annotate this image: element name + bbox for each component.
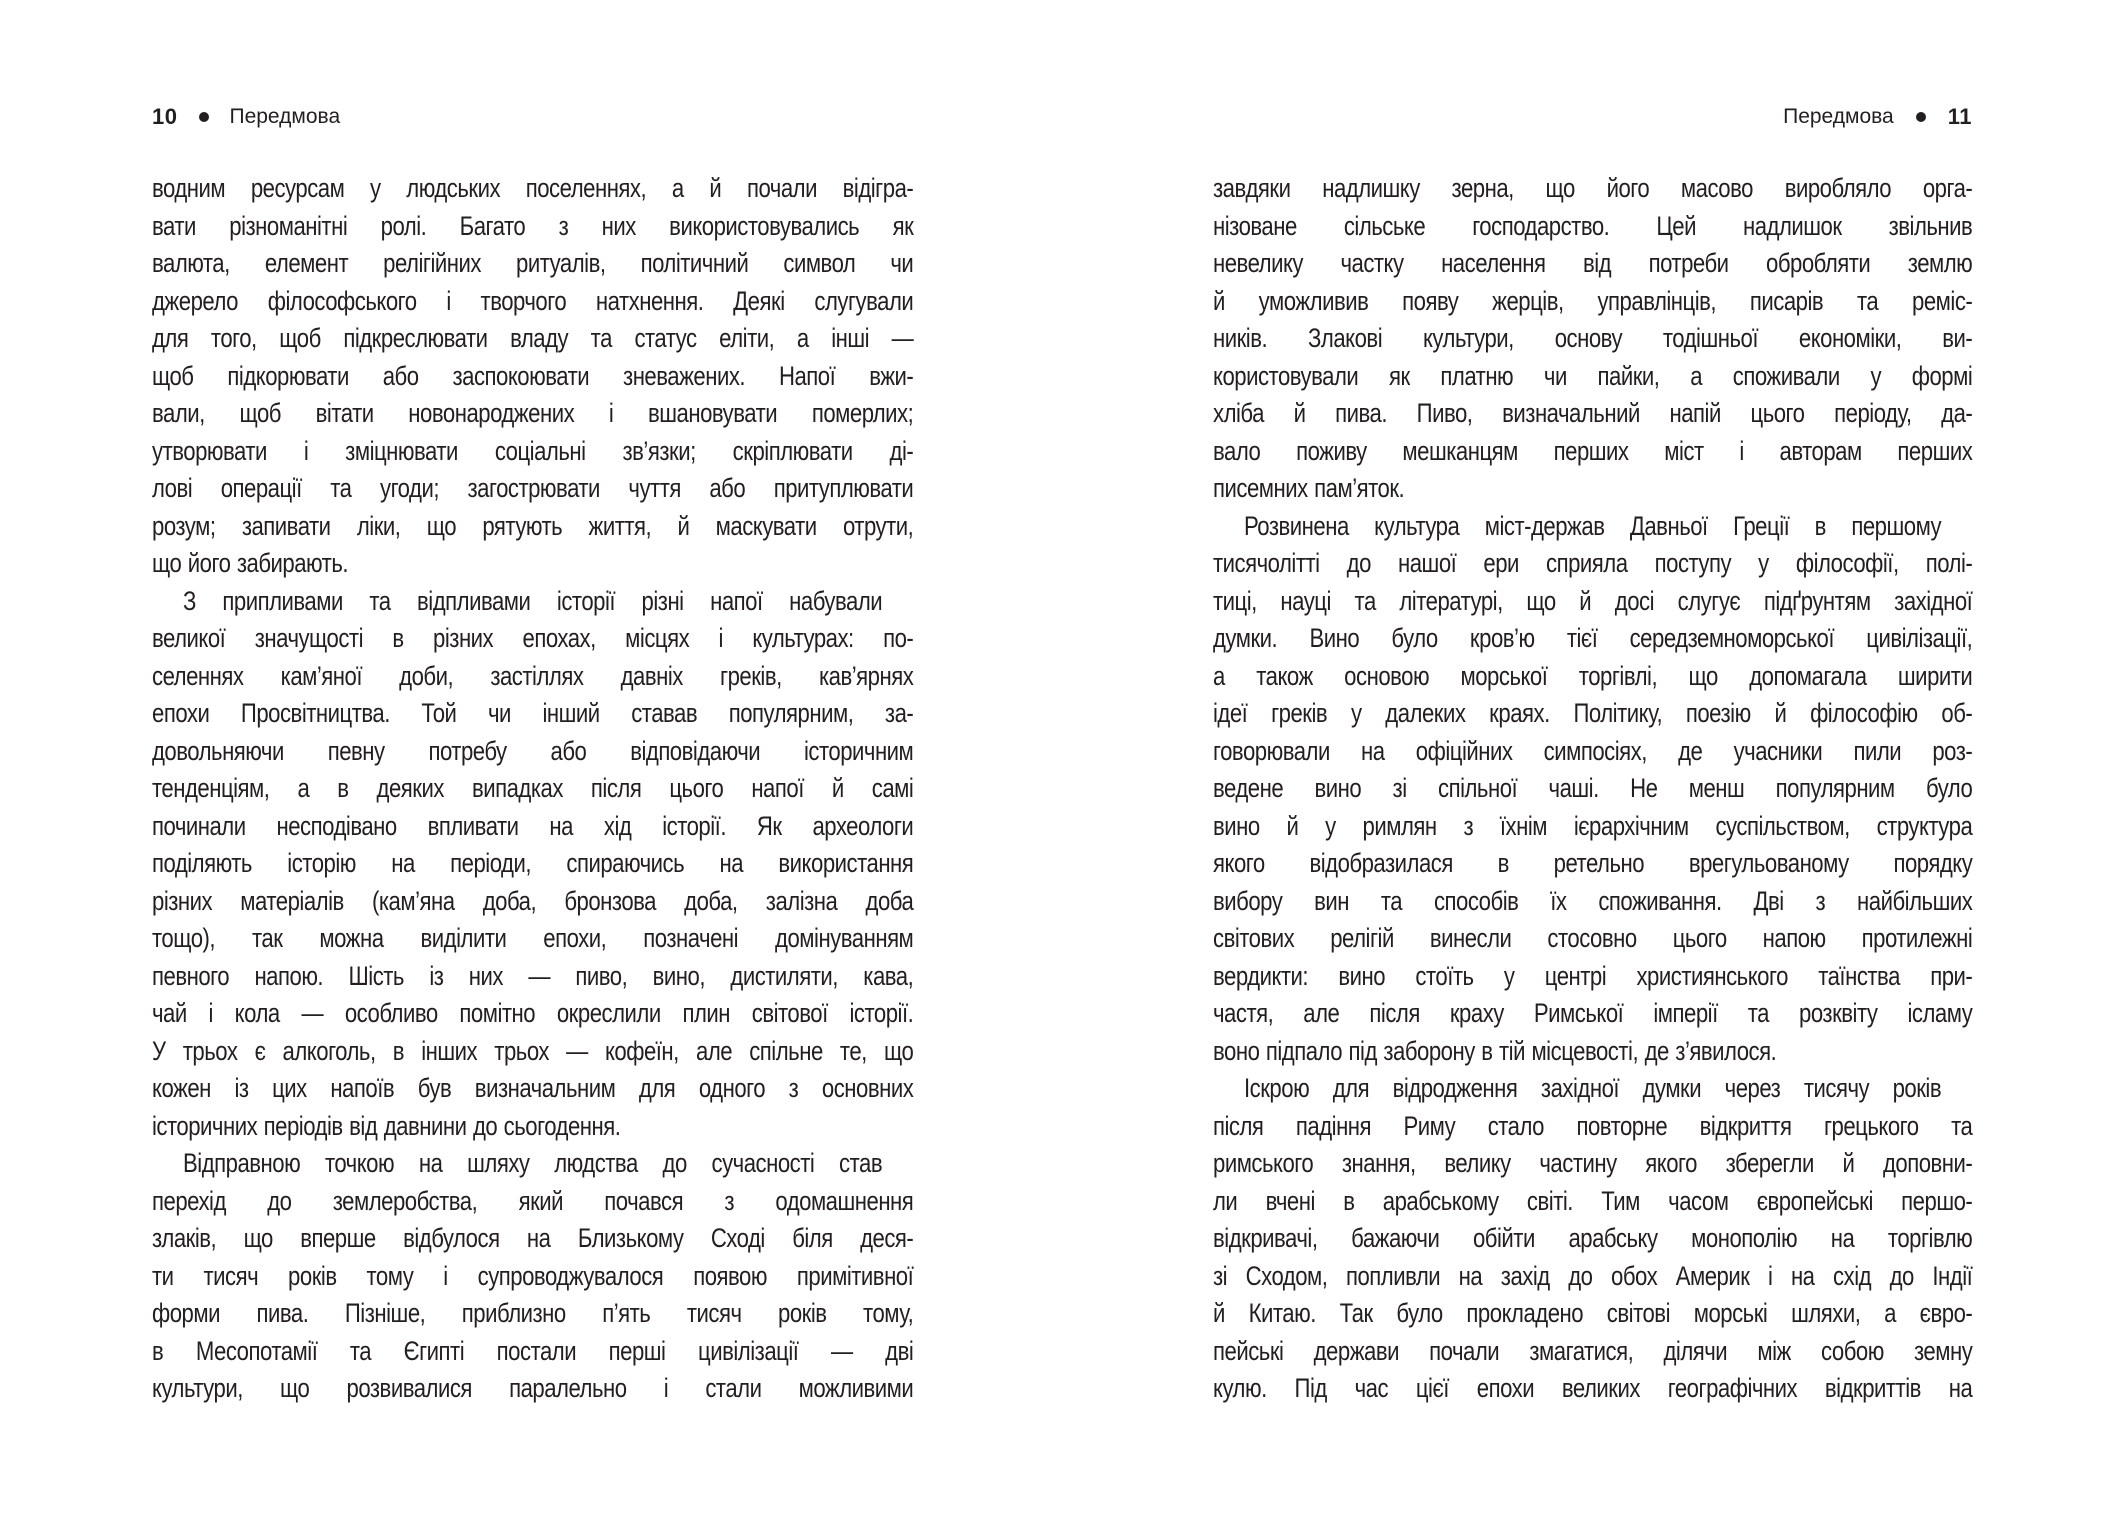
- text-line: нізоване сільське господарство. Цей надлишок звільнив: [1213, 210, 1973, 241]
- section-title: Передмова: [229, 105, 341, 128]
- text-line: а також основою морської торгівлі, що допомагала ширити: [1213, 660, 1973, 691]
- text-line: зі Сходом, попливли на захід до обох Америк і на схід до Індії: [1213, 1260, 1973, 1291]
- paragraph: [1213, 1070, 1972, 1408]
- text-line: культури, що розвивалися паралельно і стали можливими: [152, 1373, 914, 1403]
- text-line: тенденціям, а в деяких випадках після цього напої й самі: [152, 773, 914, 803]
- paragraph: [1213, 170, 1972, 508]
- page-number: 11: [1947, 104, 1972, 129]
- text-line: воно підпало під заборону в тій місцевості, де з’явилося.: [1213, 1035, 1777, 1066]
- text-line: ведене вино зі спільної чаші. Не менш популярним було: [1213, 773, 1973, 803]
- text-line: ідеї греків у далеких краях. Політику, поезію й філософію об-: [1213, 698, 1973, 728]
- text-line: ти тисяч років тому і супроводжувалося появою примітивної: [152, 1260, 914, 1291]
- text-line: думки. Вино було кров’ю тієї середземноморської цивілізації,: [1213, 623, 1973, 653]
- text-line: поділяють історію на періоди, спираючись на використання: [152, 848, 914, 878]
- text-line: селеннях кам’яної доби, застіллях давніх греків, кав’ярнях: [152, 660, 914, 691]
- text-line: Відправною точкою на шляху людства до сучасності став: [183, 1148, 883, 1178]
- page-number: 10: [152, 104, 178, 129]
- text-line: вино й у римлян з їхнім ієрархічним суспільством, структура: [1213, 810, 1973, 841]
- text-line: вибору вин та способів їх споживання. Дві з найбільших: [1213, 885, 1973, 916]
- text-line: водним ресурсам у людських поселеннях, а й почали відігра-: [152, 173, 914, 203]
- text-line: тисячолітті до нашої ери сприяла поступу у філософії, полі-: [1213, 548, 1973, 578]
- text-line: якого відобразилася в ретельно врегульованому порядку: [1213, 848, 1973, 878]
- text-line: для того, щоб підкреслювати владу та статус еліти, а інші —: [152, 323, 914, 353]
- text-line: чай і кола — особливо помітно окреслили плин світової історії.: [152, 998, 914, 1028]
- text-line: щоб підкорювати або заспокоювати зневажених. Напої вжи-: [152, 360, 914, 391]
- bullet-icon: [1916, 112, 1926, 122]
- text-line: хліба й пива. Пиво, визначальний напій цього періоду, да-: [1213, 398, 1973, 428]
- text-line: різних матеріалів (кам’яна доба, бронзова доба, залізна доба: [152, 885, 914, 916]
- text-line: частя, але після краху Римської імперії та розквіту ісламу: [1213, 998, 1973, 1028]
- text-line: форми пива. Пізніше, приблизно п’ять тисяч років тому,: [152, 1298, 914, 1328]
- text-line: писемних пам’яток.: [1213, 473, 1405, 503]
- text-line: відкривачі, бажаючи обійти арабську монополію на торгівлю: [1213, 1223, 1973, 1253]
- paragraph: [1213, 508, 1972, 1071]
- section-title: Передмова: [1783, 105, 1894, 128]
- text-line: користовували як платню чи пайки, а споживали у формі: [1213, 360, 1973, 391]
- text-line: світових релігій винесли стосовно цього напою протилежні: [1213, 923, 1973, 953]
- text-line: вали, щоб вітати новонароджених і вшановувати померлих;: [152, 398, 914, 428]
- text-line: Іскрою для відродження західної думки через тисячу років: [1244, 1073, 1942, 1103]
- text-line: після падіння Риму стало повторне відкриття грецького та: [1213, 1110, 1973, 1141]
- text-line: й уможливив появу жерців, управлінців, писарів та реміс-: [1213, 285, 1973, 316]
- text-line: кожен із цих напоїв був визначальним для одного з основних: [152, 1073, 914, 1103]
- text-line: валюта, елемент релігійних ритуалів, політичний символ чи: [152, 248, 914, 278]
- right-page: [1063, 0, 2126, 1535]
- paragraph: [152, 583, 913, 1146]
- running-head-left: [152, 103, 340, 131]
- text-line: лові операції та угоди; загострювати чуття або притуплювати: [152, 473, 914, 503]
- text-line: У трьох є алкоголь, в інших трьох — кофеїн, але спільне те, що: [152, 1035, 914, 1066]
- text-line: розум; запивати ліки, що рятують життя, й маскувати отрути,: [152, 510, 914, 541]
- text-line: вати різноманітні ролі. Багато з них використовувались як: [152, 210, 914, 241]
- text-line: невелику частку населення від потреби обробляти землю: [1213, 248, 1973, 278]
- body-text-left: [152, 170, 913, 1408]
- text-line: епохи Просвітництва. Той чи інший ставав популярним, за-: [152, 698, 914, 728]
- text-line: З припливами та відпливами історії різні напої набували: [183, 585, 883, 616]
- text-line: великої значущості в різних епохах, місцях і культурах: по-: [152, 623, 914, 653]
- bullet-icon: [199, 112, 209, 122]
- body-text-right: [1213, 170, 1972, 1408]
- text-line: утворювати і зміцнювати соціальні зв’язки; скріплювати ді-: [152, 435, 914, 466]
- text-line: й Китаю. Так було прокладено світові морські шляхи, а євро-: [1213, 1298, 1973, 1328]
- text-line: в Месопотамії та Єгипті постали перші цивілізації — дві: [152, 1335, 914, 1366]
- text-line: кулю. Під час цієї епохи великих географічних відкриттів на: [1213, 1373, 1973, 1403]
- text-line: тиці, науці та літературі, що й досі слугує підґрунтям західної: [1213, 585, 1973, 616]
- text-line: римського знання, велику частину якого зберегли й доповни-: [1213, 1148, 1973, 1178]
- text-line: вердикти: вино стоїть у центрі християнського таїнства при-: [1213, 960, 1973, 991]
- text-line: тощо), так можна виділити епохи, позначені домінуванням: [152, 923, 914, 953]
- running-head-right: [1783, 103, 1972, 131]
- text-line: Розвинена культура міст-держав Давньої Греції в першому: [1244, 510, 1942, 541]
- text-line: певного напою. Шість із них — пиво, вино, дистиляти, кава,: [152, 960, 914, 991]
- text-line: говорювали на офіційних симпосіях, де учасники пили роз-: [1213, 735, 1973, 766]
- text-line: довольняючи певну потребу або відповідаючи історичним: [152, 735, 914, 766]
- text-line: перехід до землеробства, який почався з одомашнення: [152, 1185, 914, 1216]
- text-line: ників. Злакові культури, основу тодішньої економіки, ви-: [1213, 323, 1973, 353]
- text-line: злаків, що вперше відбулося на Близькому Сході біля деся-: [152, 1223, 914, 1253]
- text-line: починали несподівано впливати на хід історії. Як археологи: [152, 810, 914, 841]
- text-line: що його забирають.: [152, 548, 349, 578]
- text-line: пейські держави почали змагатися, ділячи між собою земну: [1213, 1335, 1973, 1366]
- text-line: джерело філософського і творчого натхнення. Деякі слугували: [152, 285, 914, 316]
- paragraph: [152, 1145, 913, 1408]
- text-line: вало поживу мешканцям перших міст і авторам перших: [1213, 435, 1973, 466]
- text-line: ли вчені в арабському світі. Тим часом європейські першо-: [1213, 1185, 1973, 1216]
- text-line: історичних періодів від давнини до сьогодення.: [152, 1110, 621, 1141]
- paragraph: [152, 170, 913, 583]
- text-line: завдяки надлишку зерна, що його масово виробляло орга-: [1213, 173, 1973, 203]
